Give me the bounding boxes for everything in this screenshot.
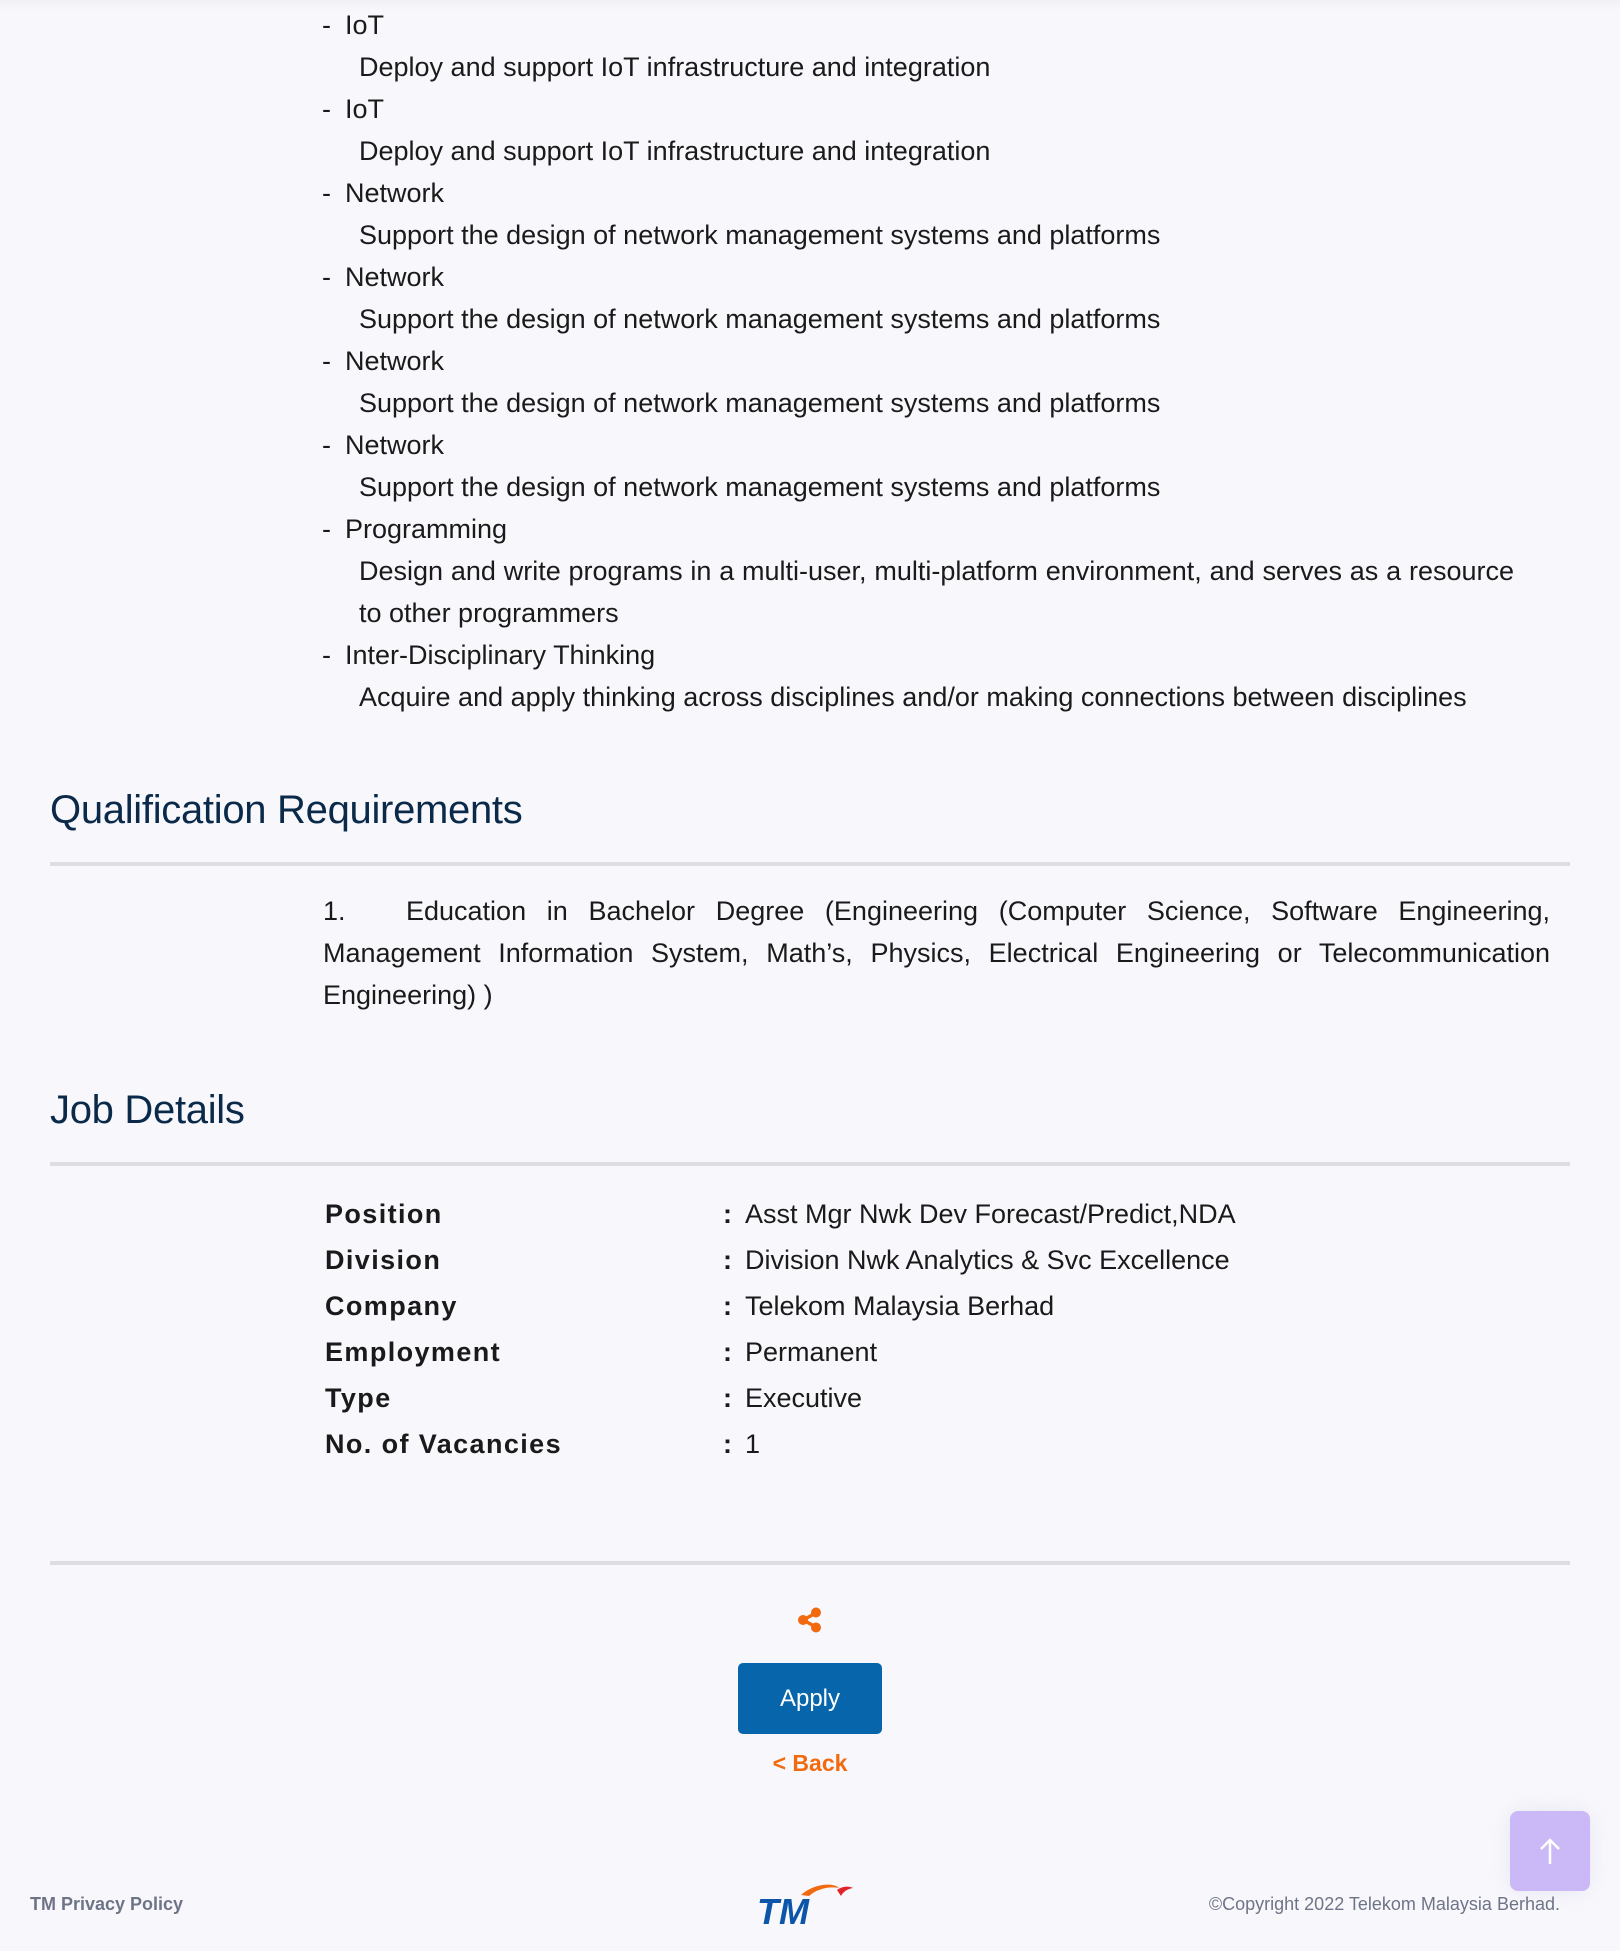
qualification-description: Education in Bachelor Degree (Engineering (Computer Science, Software Engineering, Management Information System, Math’s, Physics, Electrical Engineering or Telecommunication Engineering) ) bbox=[323, 896, 1550, 1010]
competency-title: IoT bbox=[345, 94, 385, 124]
list-item bbox=[322, 340, 1514, 424]
detail-label: Type bbox=[325, 1382, 392, 1413]
detail-value: Executive bbox=[745, 1382, 863, 1413]
detail-separator: : bbox=[723, 1382, 732, 1413]
competency-description: Support the design of network management systems and platforms bbox=[359, 220, 1161, 250]
competency-description: Support the design of network management systems and platforms bbox=[359, 304, 1161, 334]
arrow-up-icon bbox=[1538, 1836, 1562, 1866]
detail-row-vacancies bbox=[325, 1421, 1325, 1467]
list-bullet: - bbox=[322, 430, 331, 460]
list-item bbox=[322, 256, 1514, 340]
list-bullet: - bbox=[322, 10, 331, 40]
tm-logo-text: TM bbox=[757, 1891, 809, 1930]
competency-description: Deploy and support IoT infrastructure and integration bbox=[359, 52, 991, 82]
apply-button[interactable]: Apply bbox=[738, 1663, 882, 1734]
detail-separator: : bbox=[723, 1244, 732, 1275]
detail-value: Division Nwk Analytics & Svc Excellence bbox=[745, 1244, 1230, 1275]
detail-label: Division bbox=[325, 1244, 442, 1275]
competency-description: Support the design of network management systems and platforms bbox=[359, 472, 1161, 502]
list-bullet: - bbox=[322, 94, 331, 124]
detail-row-division bbox=[325, 1237, 1325, 1283]
job-details-heading: Job Details bbox=[50, 1088, 245, 1132]
scroll-to-top-button[interactable] bbox=[1510, 1811, 1590, 1891]
list-item bbox=[322, 4, 1514, 88]
detail-label: Employment bbox=[325, 1336, 502, 1367]
detail-label: Company bbox=[325, 1290, 458, 1321]
competency-title: Network bbox=[345, 430, 445, 460]
competency-title: Network bbox=[345, 346, 445, 376]
qualification-text bbox=[323, 890, 1550, 1016]
share-icon[interactable] bbox=[795, 1605, 825, 1635]
competency-title: Inter-Disciplinary Thinking bbox=[345, 640, 656, 670]
back-link[interactable]: < Back bbox=[772, 1750, 848, 1776]
qualification-number: 1. bbox=[323, 896, 346, 926]
detail-row-employment bbox=[325, 1329, 1325, 1375]
detail-separator: : bbox=[723, 1428, 732, 1459]
detail-separator: : bbox=[723, 1336, 732, 1367]
competency-description: Deploy and support IoT infrastructure and integration bbox=[359, 136, 991, 166]
competency-title: Network bbox=[345, 178, 445, 208]
list-item bbox=[322, 172, 1514, 256]
list-bullet: - bbox=[322, 262, 331, 292]
divider bbox=[50, 862, 1570, 866]
copyright-text: ©Copyright 2022 Telekom Malaysia Berhad. bbox=[1208, 1894, 1560, 1914]
tm-logo bbox=[755, 1878, 865, 1930]
detail-row-type bbox=[325, 1375, 1325, 1421]
competency-list bbox=[322, 4, 1514, 718]
detail-separator: : bbox=[723, 1290, 732, 1321]
competency-description: Design and write programs in a multi-user, multi-platform environment, and serves as a resource to other programmers bbox=[359, 556, 1514, 628]
competency-title: IoT bbox=[345, 10, 385, 40]
divider bbox=[50, 1162, 1570, 1166]
divider bbox=[50, 1561, 1570, 1565]
detail-row-position bbox=[325, 1191, 1325, 1237]
detail-value: Telekom Malaysia Berhad bbox=[745, 1290, 1055, 1321]
detail-label: No. of Vacancies bbox=[325, 1428, 562, 1459]
competency-description: Acquire and apply thinking across disciplines and/or making connections between disciplines bbox=[359, 682, 1467, 712]
list-item bbox=[322, 88, 1514, 172]
detail-value: 1 bbox=[745, 1428, 761, 1459]
privacy-policy-link[interactable]: TM Privacy Policy bbox=[30, 1894, 184, 1914]
competency-description: Support the design of network management systems and platforms bbox=[359, 388, 1161, 418]
job-details-table bbox=[325, 1191, 1325, 1467]
detail-label: Position bbox=[325, 1198, 443, 1229]
list-item bbox=[322, 424, 1514, 508]
list-bullet: - bbox=[322, 640, 331, 670]
list-bullet: - bbox=[322, 178, 331, 208]
list-item bbox=[322, 508, 1514, 634]
list-item bbox=[322, 634, 1514, 718]
competency-title: Network bbox=[345, 262, 445, 292]
detail-value: Permanent bbox=[745, 1336, 878, 1367]
detail-separator: : bbox=[723, 1198, 732, 1229]
detail-value: Asst Mgr Nwk Dev Forecast/Predict,NDA bbox=[745, 1198, 1236, 1229]
detail-row-company bbox=[325, 1283, 1325, 1329]
qualification-heading: Qualification Requirements bbox=[50, 788, 523, 832]
list-bullet: - bbox=[322, 514, 331, 544]
list-bullet: - bbox=[322, 346, 331, 376]
competency-title: Programming bbox=[345, 514, 508, 544]
